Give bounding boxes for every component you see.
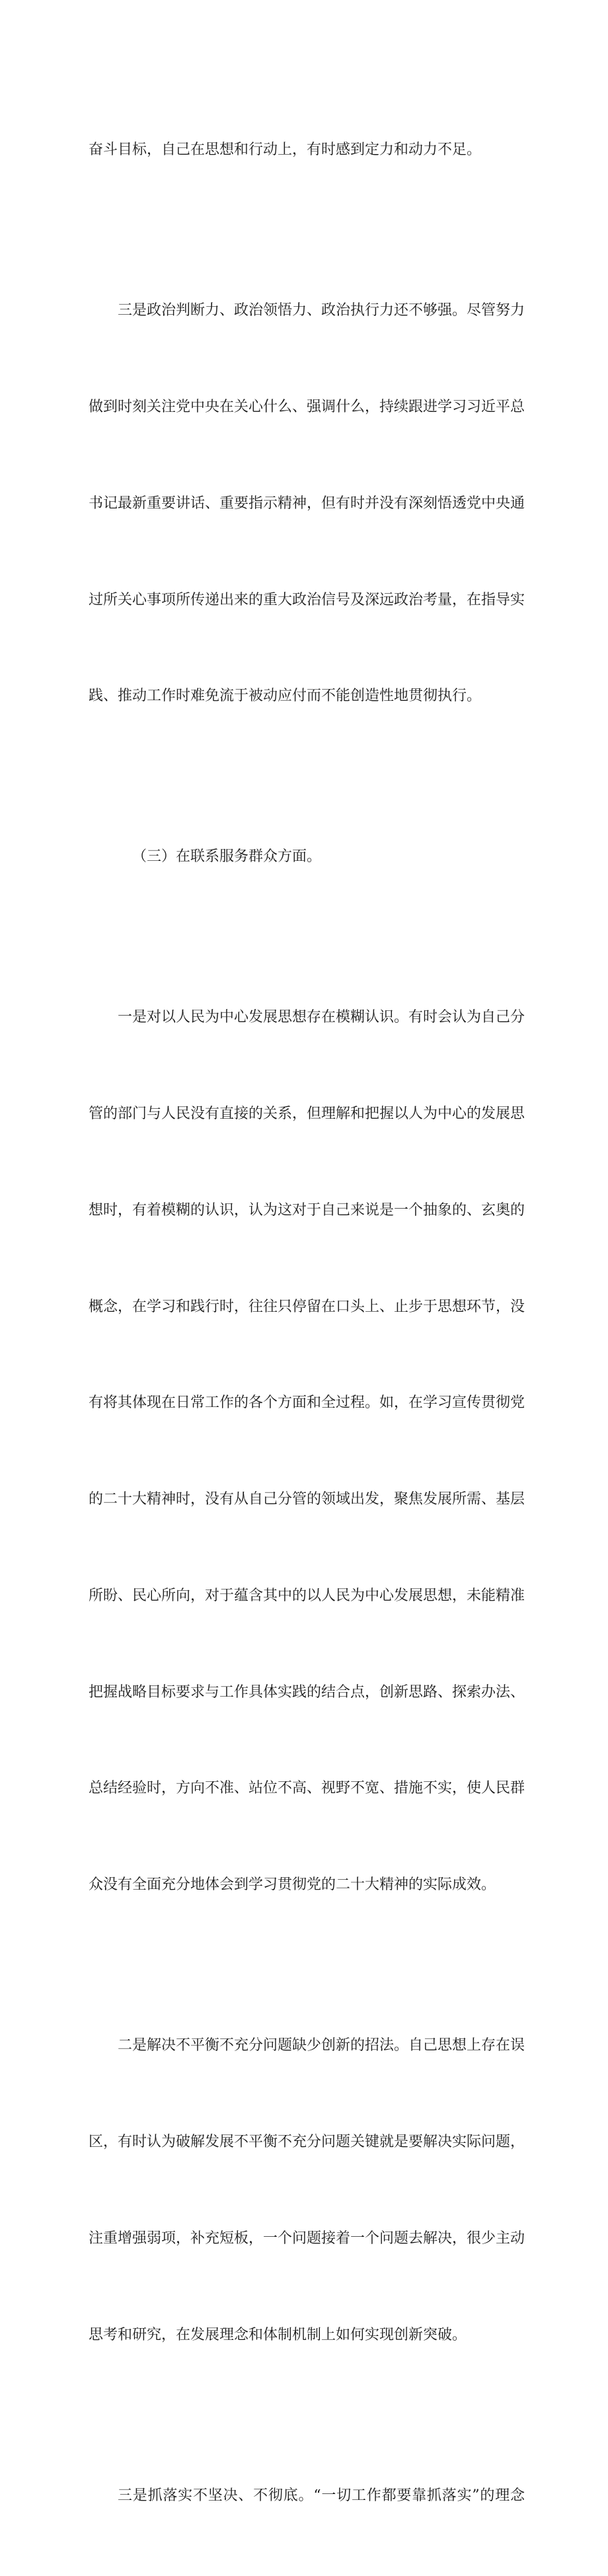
- text-line: 三是抓落实不坚决、不彻底。“一切工作都要靠抓落实”的理念: [118, 2487, 525, 2504]
- text-line: 二是解决不平衡不充分问题缺少创新的招法。自己思想上存在误: [118, 2037, 525, 2054]
- paragraph-people-centered: [89, 938, 525, 1966]
- text-line: 总结经验时，方向不准、站位不高、视野不宽、措施不实，使人民群: [89, 1780, 525, 1797]
- text-line: 做到时刻关注党中央在关心什么、强调什么，持续跟进学习习近平总: [89, 398, 525, 415]
- paragraph-political-judgment: [89, 231, 525, 777]
- paragraph-implementation: [89, 2415, 525, 2576]
- text-line: 的二十大精神时，没有从自己分管的领域出发，聚焦发展所需、基层: [89, 1491, 525, 1508]
- text-line: 概念，在学习和践行时，往往只停留在口头上、止步于思想环节，没: [89, 1298, 525, 1315]
- text-line: 区，有时认为破解发展不平衡不充分问题关键就是要解决实际问题，: [89, 2134, 525, 2150]
- text-line: 有将其体现在日常工作的各个方面和全过程。如，在学习宣传贯彻党: [89, 1394, 525, 1412]
- document-body: [89, 70, 525, 2576]
- text-line: 书记最新重要讲话、重要指示精神，但有时并没有深刻悟透党中央通: [89, 495, 525, 512]
- text-line: 思考和研究，在发展理念和体制机制上如何实现创新突破。: [89, 2326, 467, 2343]
- paragraph-continued: [89, 70, 525, 231]
- text-line: 过所关心事项所传递出来的重大政治信号及深远政治考量，在指导实: [89, 591, 525, 608]
- text-line: 一是对以人民为中心发展思想存在模糊认识。有时会认为自己分: [118, 1009, 525, 1026]
- text-line: 管的部门与人民没有直接的关系，但理解和把握以人为中心的发展思: [89, 1106, 525, 1122]
- paragraph-imbalance: [89, 1966, 525, 2415]
- text-line: 众没有全面充分地体会到学习贯彻党的二十大精神的实际成效。: [89, 1876, 496, 1894]
- text-line: 践、推动工作时难免流于被动应付而不能创造性地贯彻执行。: [89, 688, 482, 705]
- text-line: 所盼、民心所向，对于蕴含其中的以人民为中心发展思想，未能精准: [89, 1587, 525, 1604]
- text-line: 把握战略目标要求与工作具体实践的结合点，创新思路、探索办法、: [89, 1683, 525, 1701]
- section-heading-text: （三）在联系服务群众方面。: [132, 848, 322, 865]
- text-line: 三是政治判断力、政治领悟力、政治执行力还不够强。尽管努力: [118, 302, 525, 319]
- text-line: 奋斗目标，自己在思想和行动上，有时感到定力和动力不足。: [89, 141, 482, 159]
- text-line: 想时，有着模糊的认识，认为这对于自己来说是一个抽象的、玄奥的: [89, 1201, 525, 1219]
- section-heading: [89, 777, 525, 938]
- text-line: 注重增强弱项，补充短板，一个问题接着一个问题去解决，很少主动: [89, 2230, 525, 2247]
